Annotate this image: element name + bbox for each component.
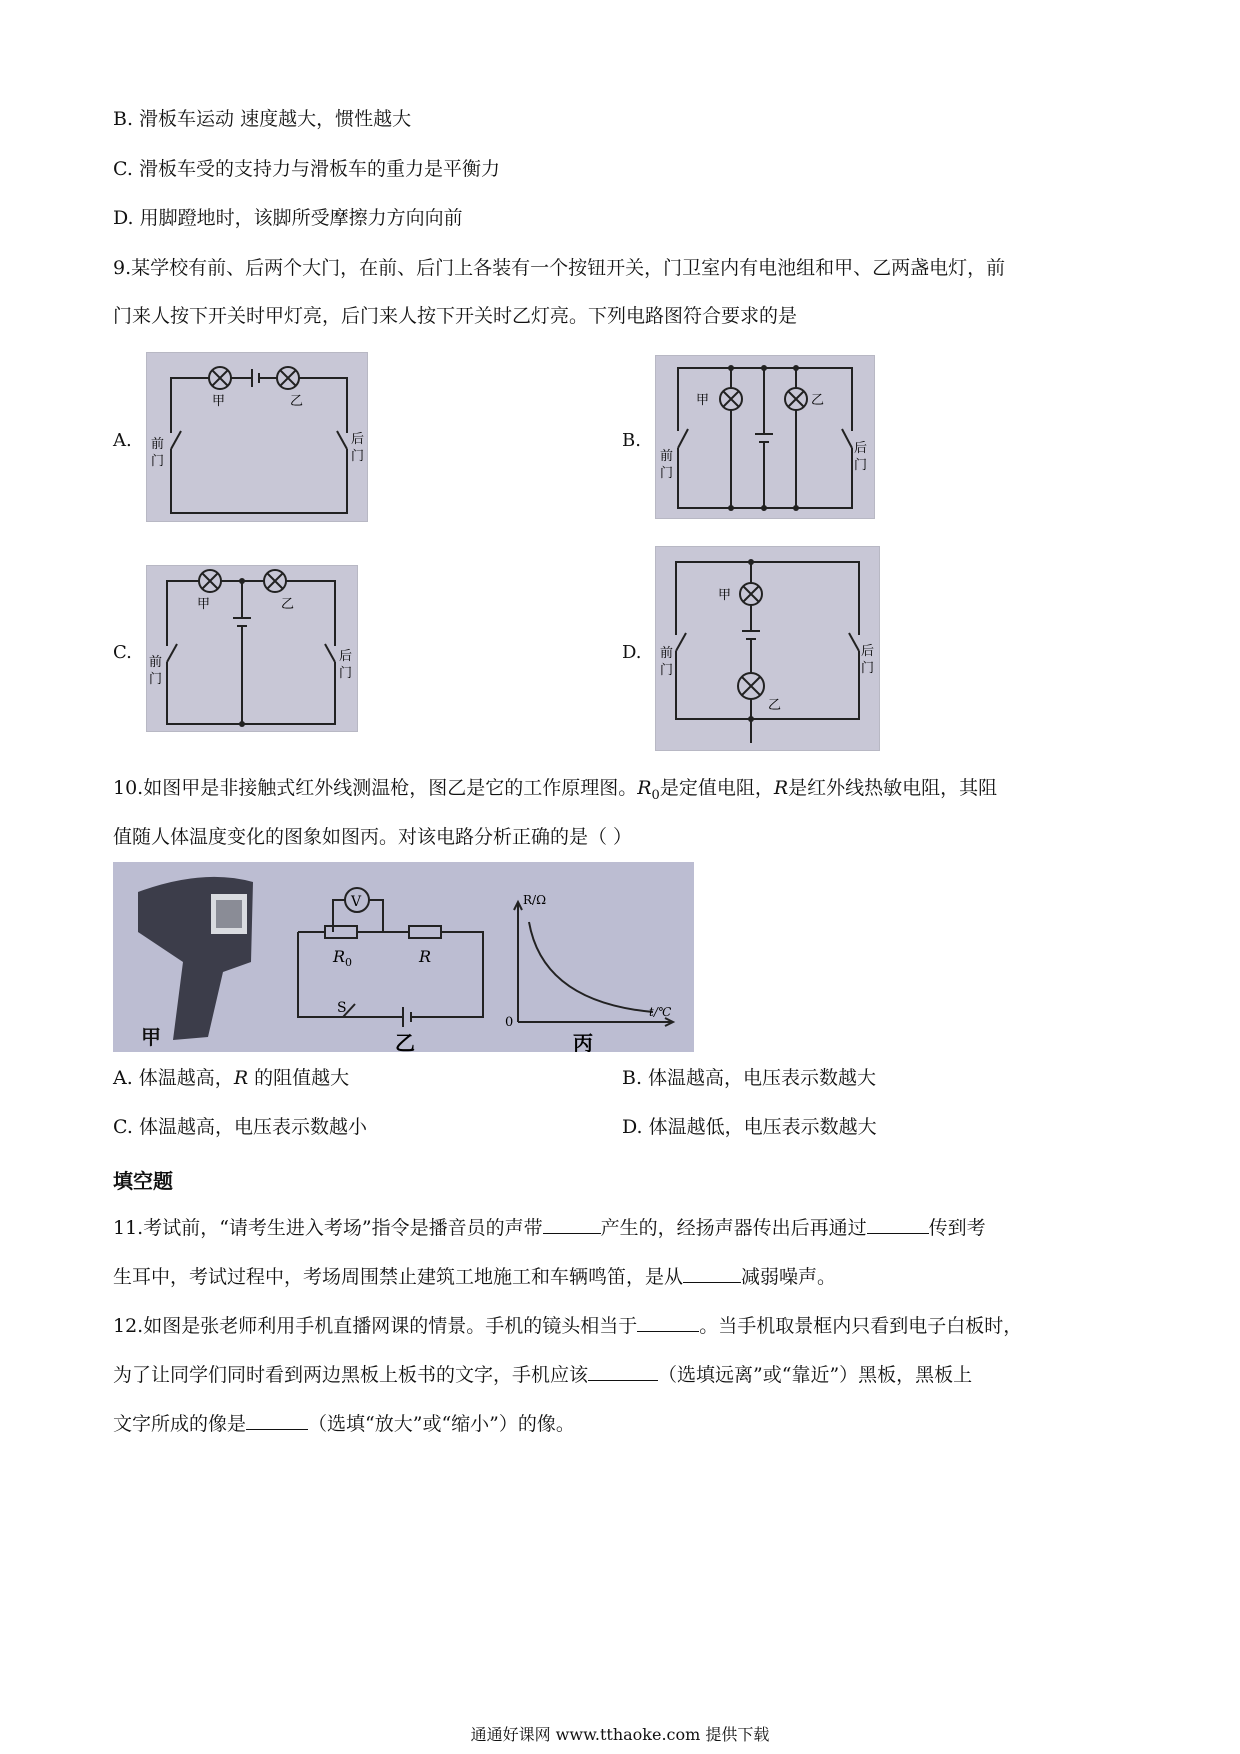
- q12-blank-3[interactable]: [246, 1411, 308, 1430]
- q10-option-a-part1: A. 体温越高，: [113, 1067, 234, 1089]
- q10-stem-part2: 是定值电阻，: [659, 777, 774, 799]
- q10-stem-line1: [113, 775, 997, 809]
- q12-line3: [113, 1411, 575, 1437]
- circuit-c-lamp-yi: 乙: [281, 597, 295, 612]
- q10-stem-part3: 是红外线热敏电阻，其阻: [788, 777, 998, 799]
- q10-option-d: D. 体温越低，电压表示数越大: [622, 1116, 877, 1138]
- q11-line1-part1: 11.考试前，“请考生进入考场”指令是播音员的声带: [113, 1217, 543, 1239]
- q9-stem-line1: 9.某学校有前、后两个大门，在前、后门上各装有一个按钮开关，门卫室内有电池组和甲、乙两盏电灯，前: [113, 257, 1006, 279]
- q11-line2: [113, 1264, 836, 1290]
- q10-resistor-r0: R: [333, 947, 346, 966]
- circuit-a-front-1: 前: [151, 437, 165, 452]
- circuit-d-lamp-yi: 乙: [768, 698, 782, 713]
- q10-axis-x-label: t/℃: [649, 1005, 672, 1019]
- thermometer-gun-illustration: [138, 877, 253, 1040]
- q11-line1-part3: 传到考: [928, 1217, 986, 1239]
- circuit-b-back-2: 门: [854, 458, 868, 473]
- q11-line2-part1: 生耳中，考试过程中，考场周围禁止建筑工地施工和车辆鸣笛，是从: [113, 1266, 684, 1288]
- circuit-b-figure: [655, 355, 875, 519]
- q12-line2: [113, 1362, 972, 1388]
- q10-label-bing: 丙: [573, 1031, 593, 1052]
- section-title-fill-in: 填空题: [113, 1169, 173, 1193]
- circuit-b-lamp-jia: 甲: [696, 393, 710, 408]
- circuit-d-back-1: 后: [861, 644, 875, 659]
- q9-label-a: A.: [113, 430, 132, 451]
- circuit-a-lamp-yi: 乙: [290, 394, 304, 409]
- circuit-c-lamp-jia: 甲: [197, 597, 211, 612]
- q10-option-a-r: R: [233, 1067, 249, 1089]
- q9-label-b: B.: [622, 430, 641, 451]
- q10-axis-origin: 0: [505, 1015, 514, 1030]
- q9-label-d: D.: [622, 642, 642, 663]
- q12-line2-part1: 为了让同学们同时看到两边黑板上板书的文字，手机应该: [113, 1364, 589, 1386]
- q12-line1: [113, 1313, 1022, 1339]
- circuit-c-front-2: 门: [149, 672, 163, 687]
- circuit-b-front-2: 门: [660, 466, 674, 481]
- q11-line1: [113, 1215, 986, 1241]
- q11-blank-3[interactable]: [683, 1264, 741, 1283]
- circuit-d-figure: [655, 546, 880, 751]
- circuit-a-back-2: 门: [351, 449, 365, 464]
- q10-r-symbol: R: [773, 777, 789, 799]
- q10-figure: [113, 862, 694, 1052]
- circuit-d-front-1: 前: [660, 646, 674, 661]
- circuit-d-front-2: 门: [660, 663, 674, 678]
- q9-stem-line2: 门来人按下开关时甲灯亮，后门来人按下开关时乙灯亮。下列电路图符合要求的是: [113, 305, 798, 327]
- page-footer: 通通好课网 www.tthaoke.com 提供下载: [470, 1725, 770, 1744]
- q10-label-yi: 乙: [395, 1031, 415, 1052]
- circuit-a-lamp-jia: 甲: [212, 394, 226, 409]
- circuit-b-lamp-yi: 乙: [811, 393, 825, 408]
- circuit-c-figure: [146, 565, 358, 732]
- q11-line1-part2: 产生的，经扬声器传出后再通过: [600, 1217, 867, 1239]
- circuit-d-lamp-jia: 甲: [718, 588, 732, 603]
- q10-stem-line2: 值随人体温度变化的图象如图丙。对该电路分析正确的是（ ）: [113, 826, 633, 848]
- q10-switch-s: S: [337, 1000, 347, 1016]
- circuit-c-back-2: 门: [339, 666, 353, 681]
- circuit-b-back-1: 后: [854, 441, 868, 456]
- q9-label-c: C.: [113, 642, 132, 663]
- circuit-b-front-1: 前: [660, 449, 674, 464]
- circuit-c-back-1: 后: [339, 649, 353, 664]
- q10-resistor-r: R: [419, 947, 432, 966]
- q10-stem-part1: 10.如图甲是非接触式红外线测温枪，图乙是它的工作原理图。: [113, 777, 638, 799]
- q10-option-c: C. 体温越高，电压表示数越小: [113, 1116, 367, 1138]
- q12-blank-2[interactable]: [588, 1362, 658, 1381]
- q10-resistor-r0-sub: 0: [345, 956, 352, 969]
- circuit-d-diagram: [656, 547, 879, 750]
- circuit-a-figure: [146, 352, 368, 522]
- q12-line3-part1: 文字所成的像是: [113, 1413, 247, 1435]
- q12-line2-part2: （选填远离”或“靠近”）黑板，黑板上: [658, 1364, 973, 1386]
- q10-voltmeter-v: V: [351, 894, 362, 910]
- circuit-d-back-2: 门: [861, 661, 875, 676]
- circuit-b-diagram: [656, 356, 874, 518]
- q10-axis-y-label: R/Ω: [523, 893, 547, 907]
- q10-option-a-part2: 的阻值越大: [248, 1067, 350, 1089]
- q11-blank-2[interactable]: [867, 1215, 929, 1234]
- q10-option-a: [113, 1065, 349, 1091]
- q12-line3-part2: （选填“放大”或“缩小”）的像。: [308, 1413, 575, 1435]
- q8-option-d: D. 用脚蹬地时，该脚所受摩擦力方向向前: [113, 207, 463, 229]
- circuit-a-back-1: 后: [351, 432, 365, 447]
- q10-option-b: B. 体温越高，电压表示数越大: [622, 1067, 877, 1089]
- circuit-a-front-2: 门: [151, 454, 165, 469]
- q8-option-b: B. 滑板车运动 速度越大，惯性越大: [113, 108, 412, 130]
- q12-line1-part2: 。当手机取景框内只看到电子白板时，: [699, 1315, 1023, 1337]
- q10-r0-symbol: R: [637, 777, 652, 799]
- q12-line1-part1: 12.如图是张老师利用手机直播网课的情景。手机的镜头相当于: [113, 1315, 638, 1337]
- circuit-a-diagram: [147, 353, 367, 521]
- q11-blank-1[interactable]: [543, 1215, 601, 1234]
- q12-blank-1[interactable]: [637, 1313, 699, 1332]
- q10-label-jia: 甲: [141, 1025, 161, 1049]
- circuit-c-front-1: 前: [149, 655, 163, 670]
- q10-r0-subscript: 0: [651, 787, 660, 803]
- q11-line2-part2: 减弱噪声。: [741, 1266, 837, 1288]
- circuit-c-diagram: [147, 566, 357, 731]
- q10-figure-diagram: [113, 862, 694, 1052]
- q8-option-c: C. 滑板车受的支持力与滑板车的重力是平衡力: [113, 158, 500, 180]
